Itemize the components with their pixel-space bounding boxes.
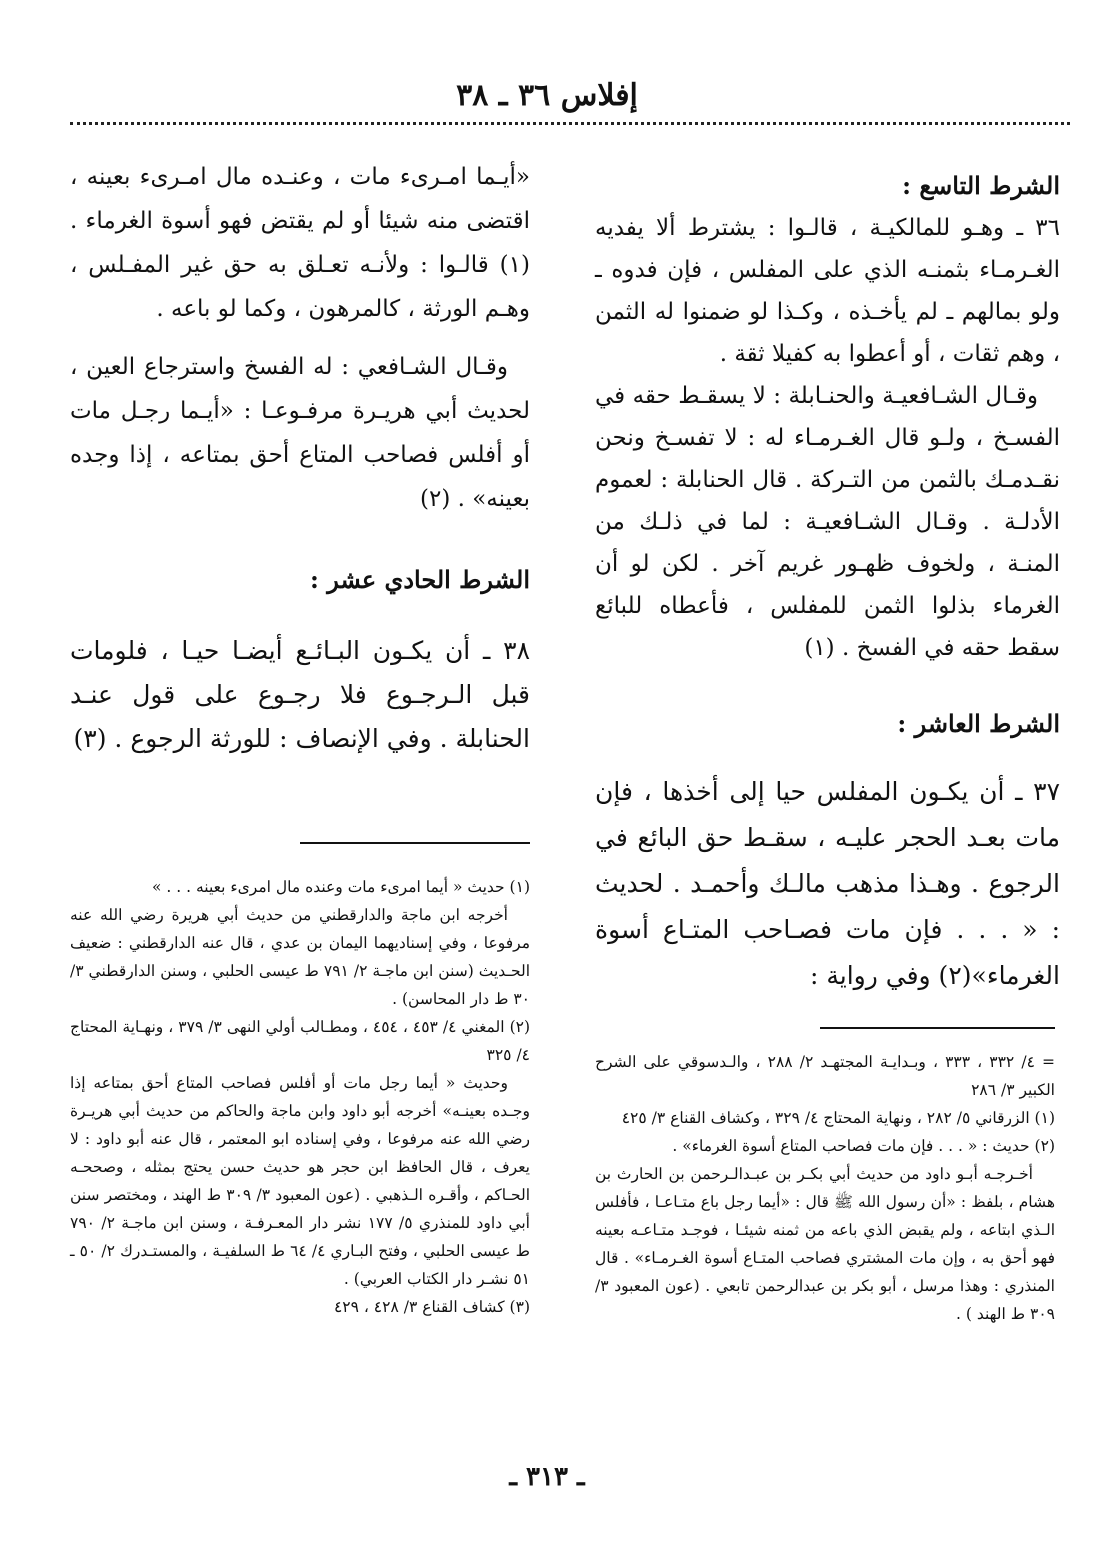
paragraph-38: ٣٨ ـ أن يكـون البـائـع أيضـا حيـا ، فلومات قبل الـرجـوع فلا رجـوع على قول عنـد الحنابلة . وفي الإنصاف : للورثة الرجوع . (٣)	[70, 636, 530, 753]
paragraph-36a: ٣٦ ـ وهـو للمالكيـة ، قالـوا : يشترط ألا يفديه الغـرمـاء بثمنـه الذي على المفلس ، فإن فدوه ـ ولو بمالهم ـ لم يأخـذه ، وكـذا لو ضمنوا له الثمن ، وهم ثقات ، أو أعطوا به كفيلا ثقة .	[595, 215, 1060, 367]
footnote-rule-left	[300, 842, 530, 844]
footnote-left-2: (٢) المغني ٤/ ٤٥٣ ، ٤٥٤ ، ومطـالب أولي النهى ٣/ ٣٧٩ ، ونهـاية المحتاج ٤/ ٣٢٥	[70, 1018, 531, 1064]
paragraph-37-continued: «أيـما امـرىء مات ، وعنـده مال امـرىء بعينه ، اقتضى منه شيئا أو لم يقتض فهو أسوة الغرماء . (١) قالـوا : ولأنـه تعـلق به حق غير المفـلس ، وهـم الورثة ، كالمرهون ، وكما لو باعه .	[70, 164, 530, 322]
left-column	[70, 155, 530, 761]
footnote-left-2-detail: وحديث « أيما رجل مات أو أفلس فصاحب المتاع أحق بمتاعه إذا وجـده بعينـه» أخرجه أبو داود وابن ماجة والحاكم من حديث أبي هريـرة رضي الله عنه مرفوعا ، وفي إسناده ابو المعتمر ، قال عنه أبو داود : لا يعرف ، قال الحافظ ابن حجر هو حديث حسن يحتج بمثله ، وصححـه الحـاكم ، وأقـره الـذهبي . (عون المعبود ٣/ ٣٠٩ ط الهند ، ومختصر سنن أبي داود للمنذري ٥/ ١٧٧ نشر دار المعـرفـة ، وسنن ابن ماجـة ٢/ ٧٩٠ ط عيسى الحلبي ، وفتح البـاري ٤/ ٦٤ ط السلفيـة ، والمستـدرك ٢/ ٥٠ ـ ٥١ نشـر دار الكتاب العربي) .	[70, 1074, 531, 1288]
heading-tenth-condition: الشرط العاشر :	[897, 709, 1060, 738]
footnote-right-continuation: = ٤/ ٣٣٢ ، ٣٣٣ ، وبـدايـة المجتهـد ٢/ ٢٨٨ ، والـدسوقي على الشرح الكبير ٣/ ٢٨٦	[595, 1053, 1056, 1099]
running-header: إفلاس ٣٦ ـ ٣٨	[456, 78, 638, 113]
paragraph-36b: وقـال الشـافعيـة والحنـابلة : لا يسقـط حقه في الفسـخ ، ولـو قال الغـرمـاء له : لا تفسـخ ونحن نقـدمـك بالثمن من التـركة . قال الحنابلة : لعموم الأدلـة . وقـال الشـافعيـة : لما في ذلـك من المنـة ، ولخوف ظهـور غريم آخر . لكن لو أن الغرماء بذلوا الثمن للمفلس ، فأعطاه للبائع سقط حقه في الفسخ . (١)	[595, 383, 1060, 661]
paragraph-37-shafii: وقـال الشـافعي : له الفسخ واسترجاع العين ، لحديث أبي هريـرة مرفـوعـا : «أيـما رجـل مات أو أفلس فصاحب المتاع أحق بمتاعه ، إذا وجده بعينه» . (٢)	[70, 354, 530, 512]
header-dotted-rule	[70, 122, 1070, 125]
footnote-left-1-detail: أخرجه ابن ماجة والدارقطني من حديث أبي هريرة رضي الله عنه مرفوعا ، وفي إسناديهما اليمان بن عدي ، قال عنه الدارقطني : ضعيف الحـديث (سنن ابن ماجـة ٢/ ٧٩١ ط عيسى الحلبي ، وسنن الدارقطني ٣/ ٣٠ ط دار المحاسن) .	[70, 906, 531, 1008]
footnote-rule-right	[820, 1027, 1055, 1029]
footnote-right-2: (٢) حديث : « . . . فإن مات فصاحب المتاع أسوة الغرماء» .	[672, 1137, 1055, 1155]
footnotes-left	[70, 873, 530, 1321]
right-column	[595, 165, 1060, 999]
page-number: ـ ٣١٣ ـ	[509, 1462, 585, 1492]
paragraph-37: ٣٧ ـ أن يكـون المفلس حيا إلى أخذها ، فإن مات بعـد الحجر عليـه ، سقـط حق البائع في الرجوع . وهـذا مذهب مالـك وأحمـد . لحديث : « . . . فإن مات فصـاحب المتـاع أسوة الغرماء»(٢) وفي رواية :	[595, 777, 1060, 990]
footnote-right-2-detail: أخـرجـه أبـو داود من حديث أبي بكـر بن عبـدالـرحمن بن الحارث بن هشام ، بلفظ : «أن رسول الله ﷺ قال : «أيما رجل باع متـاعـا ، فأفلس الـذي ابتاعه ، ولم يقبض الذي باعه من ثمنه شيئـا ، فوجـد متـاعـه بعينه فهو أحق به ، وإن مات المشتري فصاحب المتـاع أسوة الغـرمـاء» . قال المنذري : وهذا مرسل ، أبو بكر بن عبدالرحمن تابعي . (عون المعبود ٣/ ٣٠٩ ط الهند ) .	[595, 1165, 1055, 1323]
heading-eleventh-condition: الشرط الحادي عشر :	[310, 565, 530, 594]
footnotes-right	[595, 1048, 1055, 1328]
footnote-right-1: (١) الزرقاني ٥/ ٢٨٢ ، ونهاية المحتاج ٤/ ٣٢٩ ، وكشاف القناع ٣/ ٤٢٥	[621, 1109, 1055, 1127]
heading-ninth-condition: الشرط التاسع :	[902, 171, 1060, 200]
footnote-left-3: (٣) كشاف القناع ٣/ ٤٢٨ ، ٤٢٩	[333, 1298, 530, 1316]
footnote-left-1: (١) حديث « أيما امرىء مات وعنده مال امرىء بعينه . . . »	[152, 878, 530, 896]
